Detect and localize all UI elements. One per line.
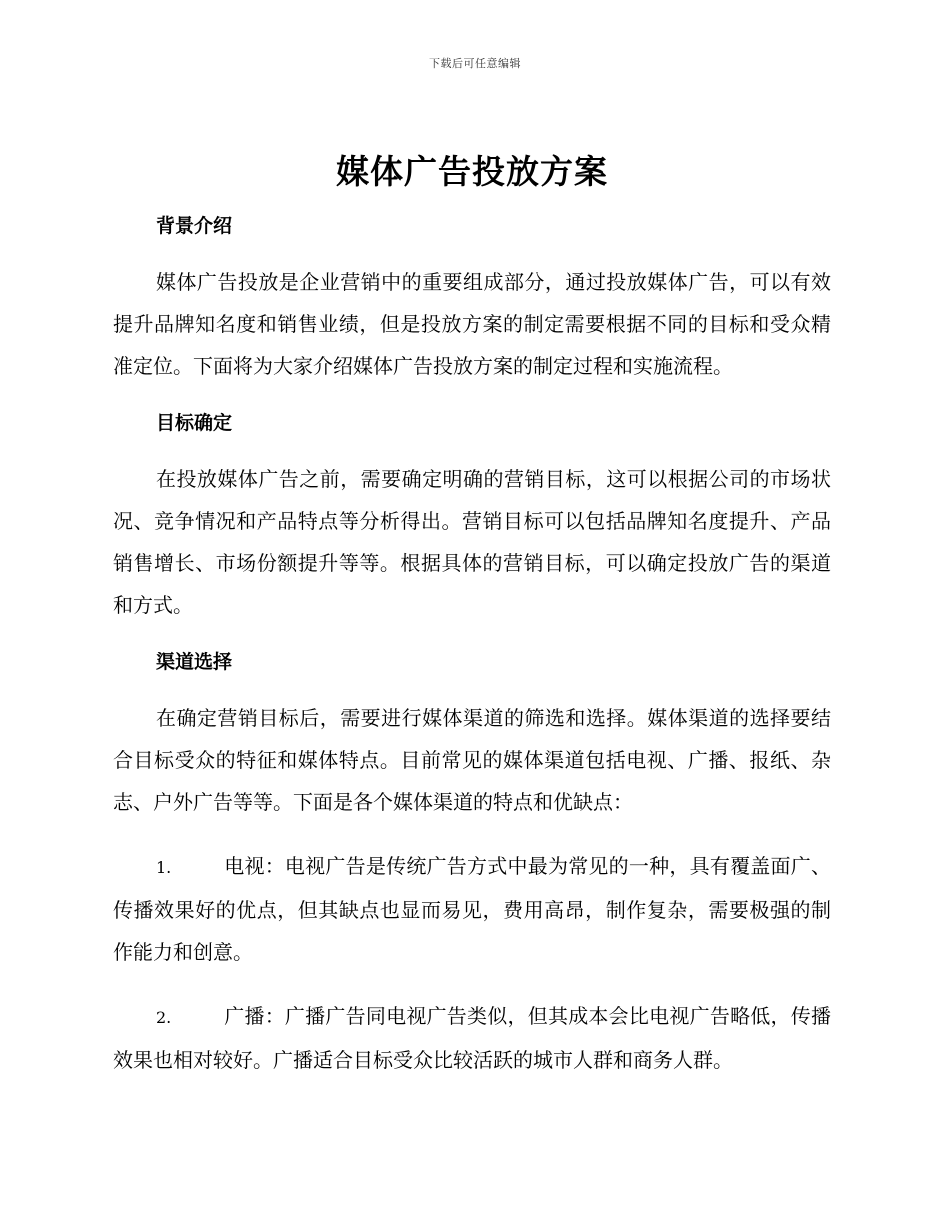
section-background — [113, 212, 831, 387]
list-text: 电视：电视广告是传统广告方式中最为常见的一种，具有覆盖面广、传播效果好的优点，但其缺点也显而易见，费用高昂，制作复杂，需要极强的制作能力和创意。 — [113, 854, 831, 964]
list-item — [113, 845, 831, 973]
header-note: 下载后可任意编辑 — [429, 57, 521, 70]
section-paragraph: 媒体广告投放是企业营销中的重要组成部分，通过投放媒体广告，可以有效提升品牌知名度和销售业绩，但是投放方案的制定需要根据不同的目标和受众精准定位。下面将为大家介绍媒体广告投放方案的制定过程和实施流程。 — [113, 270, 831, 378]
list-text: 广播：广播广告同电视广告类似，但其成本会比电视广告略低，传播效果也相对较好。广播适合目标受众比较活跃的城市人群和商务人群。 — [113, 1004, 831, 1072]
section-channel — [113, 648, 831, 823]
section-heading: 目标确定 — [156, 412, 233, 434]
list-item — [113, 995, 831, 1081]
list-number: 2. — [156, 1008, 172, 1027]
section-heading: 背景介绍 — [156, 215, 233, 237]
section-paragraph: 在确定营销目标后，需要进行媒体渠道的筛选和选择。媒体渠道的选择要结合目标受众的特征和媒体特点。目前常见的媒体渠道包括电视、广播、报纸、杂志、户外广告等等。下面是各个媒体渠道的特点和优缺点： — [113, 706, 831, 814]
document-title: 媒体广告投放方案 — [336, 152, 608, 191]
list-number: 1. — [156, 858, 172, 877]
section-heading: 渠道选择 — [156, 651, 233, 673]
section-paragraph: 在投放媒体广告之前，需要确定明确的营销目标，这可以根据公司的市场状况、竞争情况和产品特点等分析得出。营销目标可以包括品牌知名度提升、产品销售增长、市场份额提升等等。根据具体的营销目标，可以确定投放广告的渠道和方式。 — [113, 467, 831, 617]
channel-list — [113, 845, 831, 1081]
document-body — [113, 148, 831, 1103]
section-goal — [113, 409, 831, 626]
